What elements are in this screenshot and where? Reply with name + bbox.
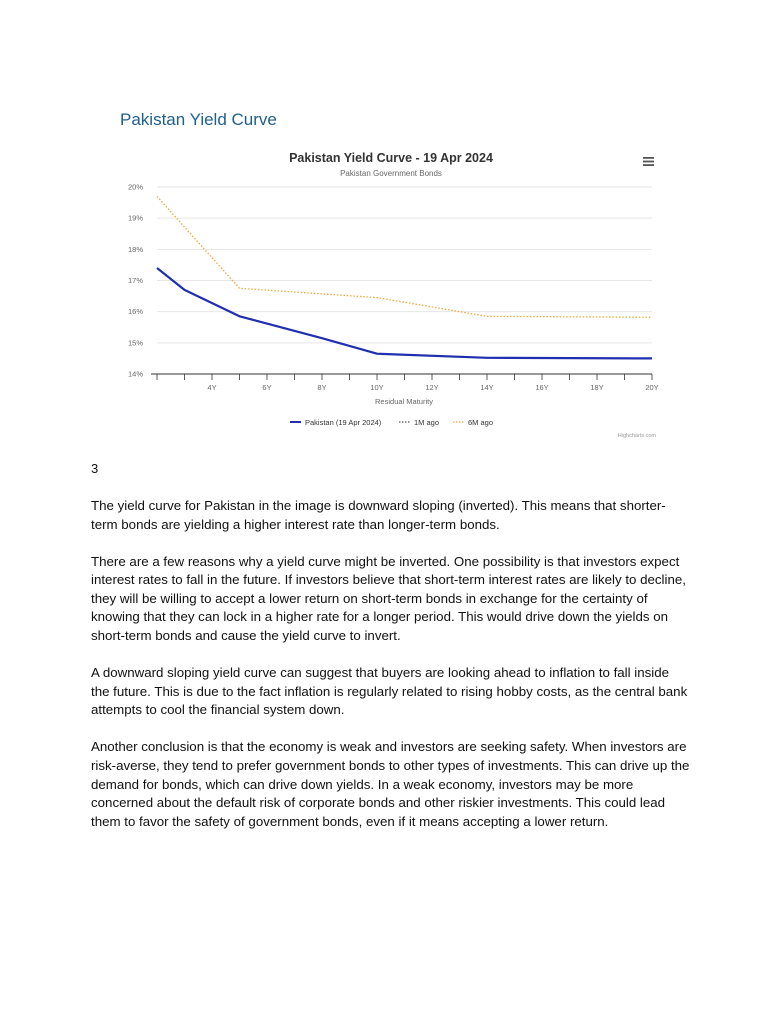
chart-menu-icon[interactable] (643, 157, 654, 166)
chart-legend (290, 418, 493, 427)
yield-curve-chart (112, 140, 664, 445)
y-tick-label: 19% (127, 213, 143, 223)
x-tick-label: 14Y (480, 383, 494, 392)
x-tick-label: 8Y (317, 383, 327, 392)
y-axis-labels (128, 183, 143, 379)
x-tick-label: 4Y (207, 383, 217, 392)
chart-title: Pakistan Yield Curve - 19 Apr 2024 (289, 151, 493, 165)
chart-subtitle: Pakistan Government Bonds (340, 169, 442, 178)
x-tick-label: 12Y (425, 383, 439, 392)
page-heading: Pakistan Yield Curve (120, 110, 277, 129)
chart-credit: Highcharts.com (617, 433, 656, 439)
body-text (91, 497, 691, 850)
paragraph-3: A downward sloping yield curve can suggest that buyers are looking ahead to inflation to fall inside the future. This is due to the fact inflation is regularly related to rising hobby costs, as the central bank attempts to cool the financial system down. (91, 665, 688, 718)
x-axis (151, 374, 652, 380)
y-tick-label: 17% (127, 276, 143, 285)
grid-lines (157, 187, 652, 343)
legend-label: Pakistan (19 Apr 2024) (305, 418, 382, 427)
paragraph-4: Another conclusion is that the economy is weak and investors are seeking safety. When investors are risk-averse, they tend to prefer government bonds to other types of investments. This can drive up the demand for bonds, which can drive down yields. In a weak economy, investors may be more concerned about the default risk of corporate bonds and other riskier investments. This could lead them to favor the safety of government bonds, even if it means accepting a lower return. (91, 739, 690, 829)
series-line-3 (157, 196, 652, 317)
y-tick-label: 16% (127, 307, 143, 317)
x-tick-label: 20Y (645, 383, 659, 392)
y-tick-label: 20% (127, 182, 143, 192)
y-tick-label: 14% (127, 369, 143, 379)
y-tick-label: 15% (127, 338, 143, 348)
x-tick-label: 10Y (370, 383, 384, 392)
series-lines (157, 196, 652, 358)
y-tick-label: 18% (127, 244, 143, 254)
paragraph-2: There are a few reasons why a yield curve might be inverted. One possibility is that investors expect interest rates to fall in the future. If investors believe that short-term interest rates are likely to decline, they will be willing to accept a lower return on short-term bonds in exchange for the certainty of knowing that they can lock in a higher rate for a longer period. This would drive down the yields on short-term bonds and cause the yield curve to invert. (91, 553, 686, 644)
x-axis-labels (207, 383, 658, 392)
legend-label: 1M ago (414, 418, 440, 427)
legend-label: 6M ago (468, 418, 494, 427)
x-tick-label: 6Y (262, 383, 272, 392)
paragraph-1: The yield curve for Pakistan in the image is downward sloping (inverted). This means that shorter-term bonds are yielding a higher interest rate than longer-term bonds. (91, 498, 666, 532)
x-axis-title: Residual Maturity (375, 397, 433, 406)
x-tick-label: 18Y (590, 383, 604, 392)
page-number: 3 (91, 461, 99, 476)
chart-svg (112, 140, 664, 445)
x-tick-label: 16Y (535, 383, 549, 392)
series-line-1 (157, 268, 652, 358)
